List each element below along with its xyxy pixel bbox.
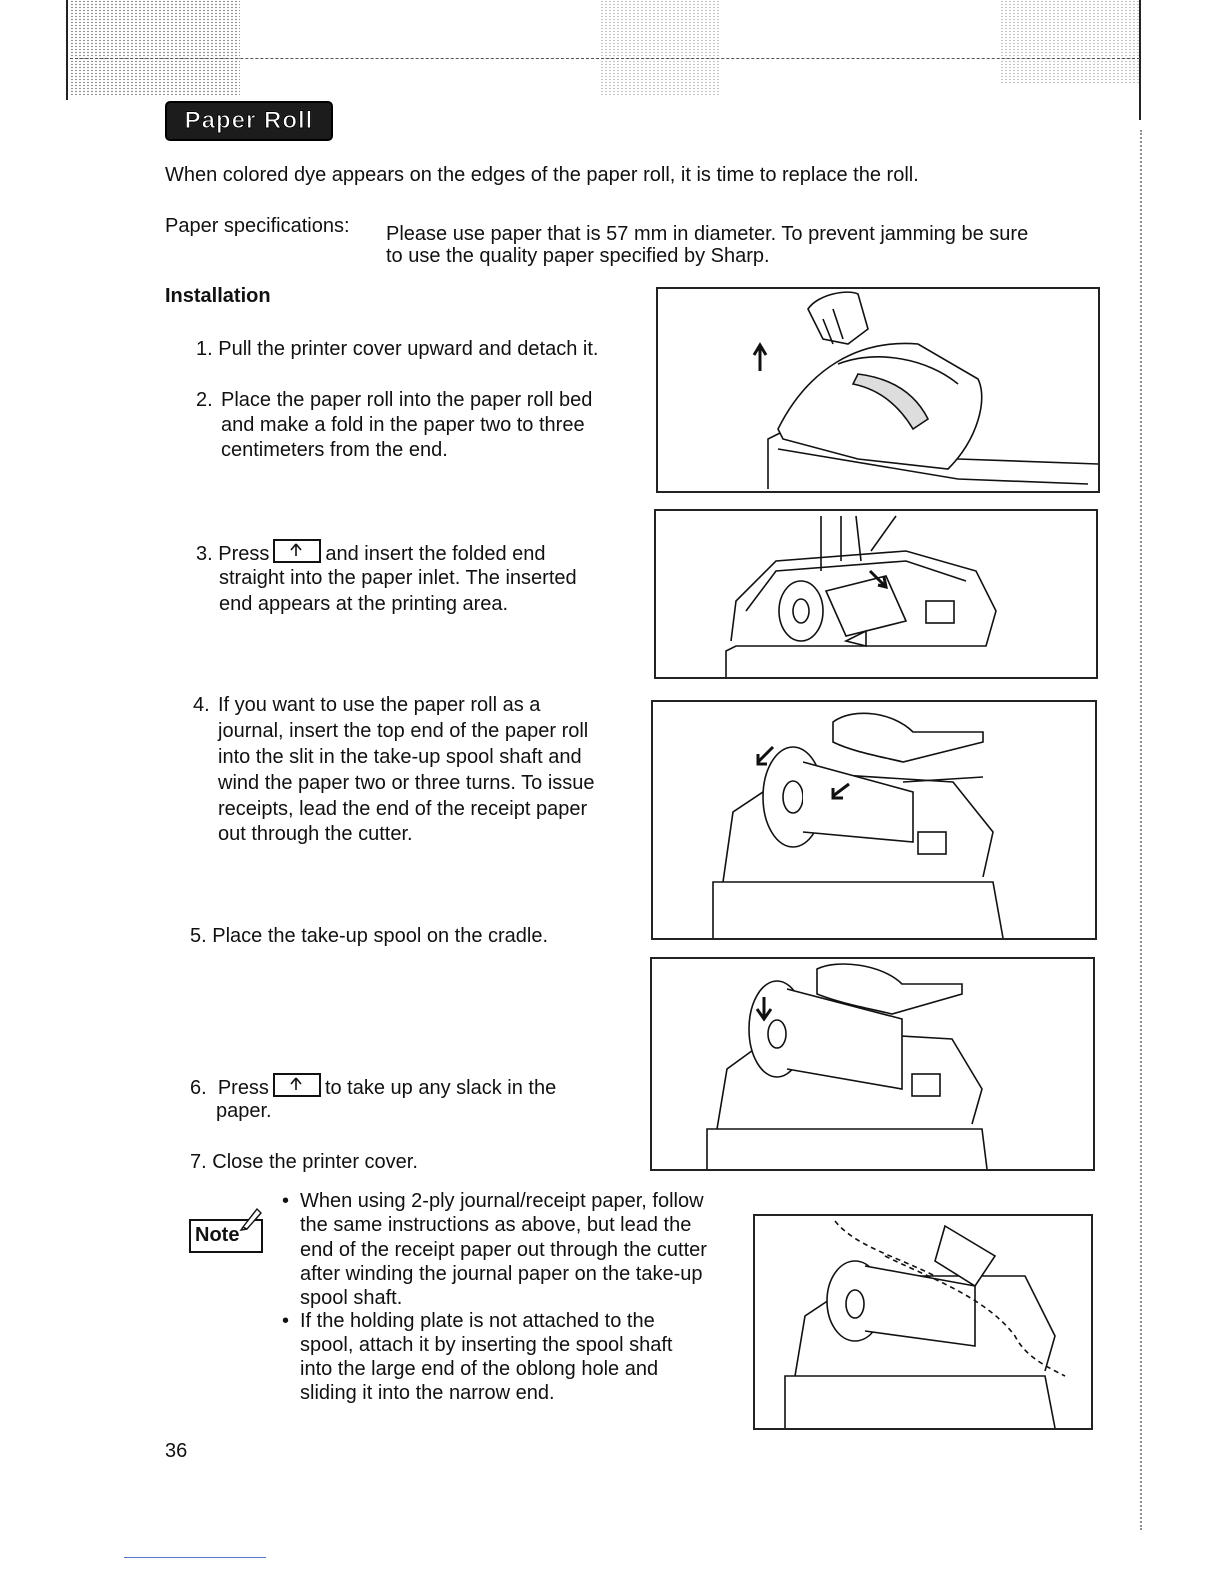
- figure-wind-spool: [651, 700, 1097, 940]
- scan-edge: [1140, 130, 1144, 1530]
- figure-two-ply: [753, 1214, 1093, 1430]
- step-5: 5. Place the take-up spool on the cradle.: [190, 925, 549, 947]
- scan-noise: [1000, 0, 1140, 85]
- page-number: 36: [165, 1440, 188, 1462]
- figure-remove-cover: [656, 287, 1100, 493]
- scan-noise: [600, 0, 720, 95]
- bottom-rule: [124, 1557, 266, 1558]
- step-1: 1. Pull the printer cover upward and detach it.: [196, 338, 599, 360]
- scan-edge: [1139, 0, 1141, 120]
- pencil-icon: [239, 1205, 263, 1231]
- installation-heading: Installation: [165, 285, 271, 307]
- spec-text: Please use paper that is 57 mm in diameter. To prevent jamming be sure: [386, 223, 1029, 245]
- step-7: 7. Close the printer cover.: [190, 1151, 418, 1173]
- note-badge: [189, 1219, 263, 1253]
- scan-noise: [70, 0, 240, 95]
- spec-text: to use the quality paper specified by Sharp.: [386, 245, 770, 267]
- header-rule: [70, 58, 1140, 60]
- note-label: Note: [195, 1224, 240, 1246]
- scan-edge: [66, 0, 68, 100]
- section-title: Paper Roll: [184, 107, 314, 134]
- spec-label: Paper specifications:: [165, 215, 350, 237]
- figure-insert-paper: [654, 509, 1098, 679]
- figure-place-spool: [650, 957, 1095, 1171]
- section-title-badge: [165, 101, 333, 141]
- intro-text: When colored dye appears on the edges of the paper roll, it is time to replace the roll.: [165, 164, 919, 186]
- paper-feed-key-icon: [273, 1073, 321, 1097]
- paper-feed-key-icon: [273, 539, 321, 563]
